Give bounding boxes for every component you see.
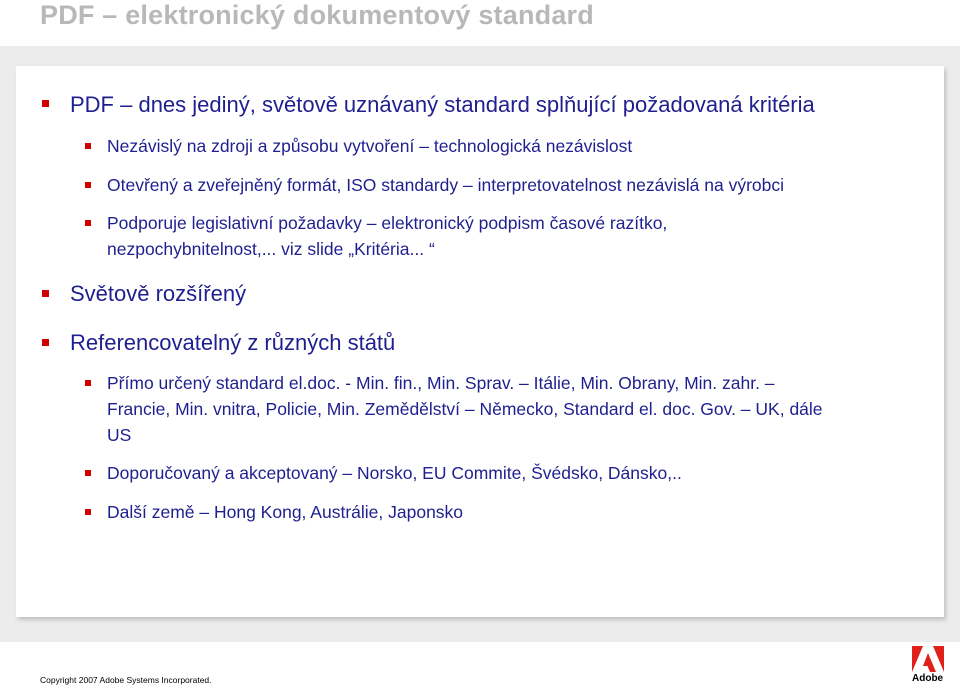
bullet-icon	[85, 380, 91, 386]
copyright-text: Copyright 2007 Adobe Systems Incorporated.	[40, 675, 212, 685]
bullet-icon	[42, 100, 49, 107]
bullet-item-doporucovany: Doporučovaný a akceptovaný – Norsko, EU Commite, Švédsko, Dánsko,..	[107, 463, 682, 483]
bullet-icon	[85, 509, 91, 515]
bullet-item-podporuje-line1: Podporuje legislativní požadavky – elektronický podpism časové razítko,	[107, 213, 668, 233]
bullet-item-dalsi-zeme: Další země – Hong Kong, Austrálie, Japonsko	[107, 502, 464, 522]
bullet-item-nezavisly: Nezávislý na zdroji a způsobu vytvoření – technologická nezávislost	[107, 136, 633, 156]
bullet-item-pdf-standard: PDF – dnes jediný, světově uznávaný standard splňující požadovaná kritéria	[70, 92, 815, 117]
bullet-icon	[42, 339, 49, 346]
bullet-item-podporuje-line2: nezpochybnitelnost,... viz slide „Kritéria... “	[107, 239, 435, 259]
bullet-item-svetove: Světově rozšířený	[70, 281, 247, 306]
bullet-icon	[85, 143, 91, 149]
bullet-item-primo-line1: Přímo určený standard el.doc. - Min. fin., Min. Sprav. – Itálie, Min. Obrany, Min. zahr. –	[107, 373, 775, 393]
bullet-item-primo-line2: Francie, Min. vnitra, Policie, Min. Zemědělství – Německo, Standard el. doc. Gov. – UK, dále	[107, 399, 823, 419]
bullet-item-primo-line3: US	[107, 425, 132, 445]
bullet-icon	[85, 470, 91, 476]
adobe-logo-text: Adobe	[912, 673, 944, 684]
bullet-icon	[85, 220, 91, 226]
bullet-icon	[85, 182, 91, 188]
bullet-icon	[42, 290, 49, 297]
slide-title: PDF – elektronický dokumentový standard	[40, 0, 594, 30]
bullet-item-otevreny: Otevřený a zveřejněný formát, ISO standardy – interpretovatelnost nezávislá na výrobci	[107, 175, 784, 195]
bullet-item-referencovatelny: Referencovatelný z různých států	[70, 330, 396, 355]
